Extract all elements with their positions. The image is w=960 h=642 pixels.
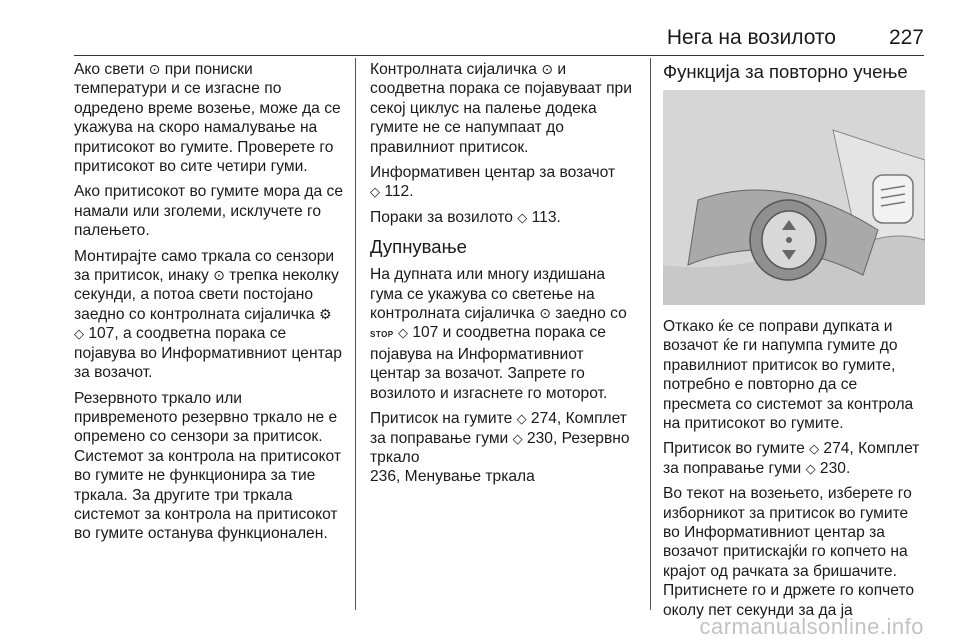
paragraph: На дупната или многу издишана гума се укажува со светење на контролната сијаличка ⊙ заедно со STOP ◇ 107 и соодветна порака се појавува на Информативниот центар за возачот. Запрете го возилото и изгаснете го моторот. (370, 266, 627, 402)
paragraph: Монтирајте само тркала со сензори за притисок, инаку ⊙ трепка неколку секунди, а потоа свети постојано заедно со контролната сијаличка ⚙ ◇ 107, а соодветна порака се појавува во Информативниот центар за возачот. (74, 247, 342, 382)
page-title: Нега на возилото (666, 26, 836, 49)
paragraph: Во текот на возењето, изберете го изборникот за притисок во гумите во Информативниот центар за возачот притискајќи го копчето на крајот од рачката за бришачите. Притиснете го и држете го копчето околу пет секунди за да ја (663, 485, 915, 619)
column-2 (370, 60, 638, 493)
paragraph: Пораки за возилото ◇ 113. (370, 208, 561, 226)
paragraph: Притисок на гумите ◇ 274, Комплет за поправање гуми ◇ 230, Резервно тркало 236, Менување тркала (370, 410, 630, 486)
header-rule (74, 55, 924, 56)
page-reference-icon: ◇ (397, 325, 408, 341)
page-reference-icon: ◇ (512, 430, 523, 446)
section-heading: Функција за повторно учење (663, 61, 908, 82)
paragraph: Ако притисокот во гумите мора да се намали или зголеми, исклучете го палењето. (74, 183, 343, 240)
wiper-stalk-button-illustration (663, 90, 925, 305)
column-3 (663, 60, 925, 626)
paragraph: Притисок во гумите ◇ 274, Комплет за поправање гуми ◇ 230. (663, 440, 920, 477)
tire-pressure-warning-icon: ⊙ (213, 267, 225, 284)
paragraph: Откако ќе се поправи дупката и возачот ќе ги напумпа гумите до правилниот притисок во гумите, потребно е повторно да се пресмета со системот за контрола на притисокот во гумите. (663, 318, 914, 433)
illustration-drawing (663, 90, 925, 305)
column-divider-2 (650, 58, 651, 610)
page-number: 227 (888, 26, 924, 49)
watermark: carmanualsonline.info (699, 614, 924, 639)
stop-icon: STOP (370, 330, 394, 340)
tire-pressure-warning-icon: ⊙ (539, 305, 551, 322)
page-reference-icon: ◇ (809, 441, 820, 457)
page-reference-icon: ◇ (805, 460, 816, 476)
section-heading: Дупнување (370, 236, 467, 258)
page-reference-icon: ◇ (370, 184, 380, 200)
paragraph: Контролната сијаличка ⊙ и соодветна порака се појавуваат при секој циклус на палење додека гумите не се напумпаат до правилниот притисок. (370, 61, 632, 156)
tire-pressure-warning-icon: ⊙ (148, 61, 161, 77)
warning-light-icon: ⚙ (319, 305, 332, 322)
paragraph: Резервното тркало или привременото резервно тркало не е опремено со сензори за притисок. Системот за контрола на притисокот во гумите не функционира за тие тркала. За другите три тркала системот за контрола на притисокот во гумите останува функционален. (74, 389, 342, 543)
paragraph: Ако свети ⊙ при пониски температури и се изгасне по одредено време возење, може да се укажува на скоро намалување на притисокот во гумите. Проверете го притисокот во сите четири гуми. (74, 61, 341, 176)
tire-pressure-warning-icon: ⊙ (541, 61, 554, 77)
page-reference-icon: ◇ (517, 209, 528, 225)
column-divider-1 (355, 58, 356, 610)
page-reference-icon: ◇ (74, 326, 84, 342)
paragraph: Информативен центар за возачот ◇ 112. (370, 164, 616, 201)
page-header (74, 26, 924, 56)
column-1 (74, 60, 344, 550)
page-reference-icon: ◇ (516, 411, 527, 427)
